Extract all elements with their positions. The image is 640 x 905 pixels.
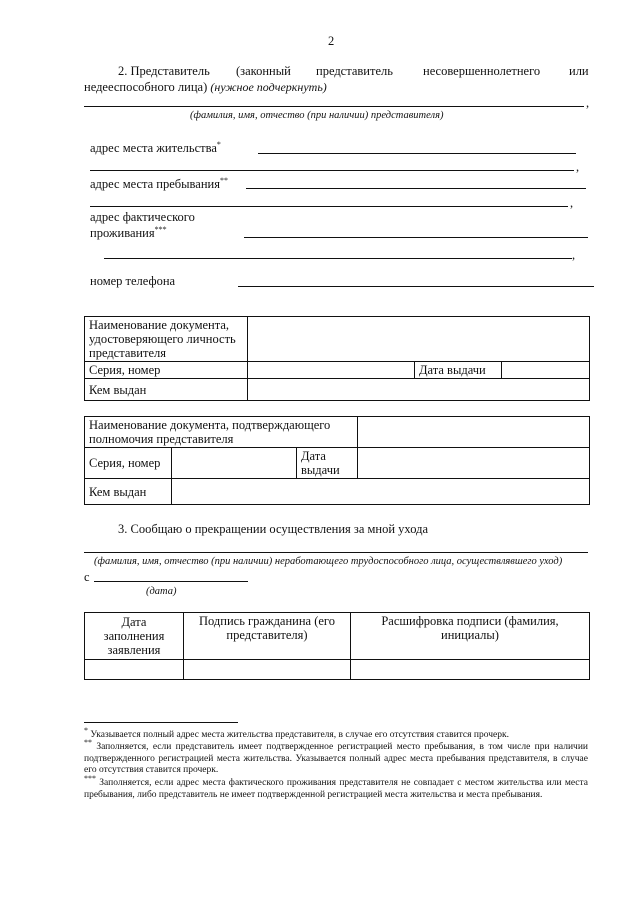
identity-doc-name-label: Наименование документа, удостоверяющего личность представителя	[85, 317, 248, 362]
address-stay-text: адрес места пребывания	[90, 177, 220, 191]
section2-word-1: 2. Представитель	[118, 64, 210, 78]
identity-issued-by-field[interactable]	[248, 379, 590, 401]
section3-title: 3. Сообщаю о прекращении осуществления за мной ухода	[118, 522, 428, 536]
signature-header: Подпись гражданина (его представителя)	[184, 613, 351, 660]
signature-table	[84, 612, 590, 680]
footnote-1-mark: *	[84, 725, 88, 735]
comma: ,	[570, 196, 574, 210]
authority-series-label: Серия, номер	[85, 448, 172, 479]
footnote-3-mark: ***	[84, 773, 96, 783]
footnote-2-mark: **	[84, 737, 92, 747]
date-caption: (дата)	[146, 586, 177, 597]
identity-issue-date-label: Дата выдачи	[415, 362, 502, 379]
section2-line2	[84, 80, 327, 95]
authority-issued-by-field[interactable]	[172, 479, 590, 505]
footnote-3-text: Заполняется, если адрес места фактического проживания представителя не совпадает с местом жительства или места пребывания, либо представитель не имеет подтвержденной регистрацией места жительства и места пребывания.	[84, 778, 588, 800]
section2-word-3: представитель	[316, 64, 393, 78]
page-number: 2	[328, 34, 335, 48]
comma: ,	[572, 248, 576, 262]
comma: ,	[586, 96, 590, 110]
address-stay-line-2[interactable]	[90, 206, 568, 207]
fill-date-field[interactable]	[85, 660, 184, 680]
authority-issue-date-label: Дата выдачи	[297, 448, 358, 479]
comma: ,	[576, 160, 580, 174]
address-actual-line[interactable]	[244, 237, 588, 238]
address-residence-label	[90, 141, 221, 156]
footnote-3	[84, 773, 588, 801]
footnote-1-text: Указывается полный адрес места жительства представителя, в случае его отсутствия ставится прочерк.	[90, 730, 509, 740]
footnote-separator	[84, 722, 238, 723]
address-actual-line-2[interactable]	[104, 258, 572, 259]
section2-word-5: или	[569, 64, 589, 78]
phone-label: номер телефона	[90, 274, 176, 288]
representative-fio-line[interactable]	[84, 106, 584, 107]
footnote-mark-3: ***	[154, 224, 167, 234]
footnote-mark-2: **	[219, 175, 228, 185]
footnote-2-text: Заполняется, если представитель имеет подтвержденное регистрацией место пребывания, в том числе при наличии подтвержденного регистрацией места жительства. Указывается полный адрес места пребывания представителя, в случае его отсутствия ставится прочерк.	[84, 742, 588, 775]
address-stay-line[interactable]	[246, 188, 586, 189]
address-residence-line[interactable]	[258, 153, 576, 154]
signature-field[interactable]	[184, 660, 351, 680]
identity-doc-name-field[interactable]	[248, 317, 590, 362]
footnote-2	[84, 737, 588, 777]
address-residence-text: адрес места жительства	[90, 141, 217, 155]
section2-underline-note: (нужное подчеркнуть)	[210, 80, 327, 94]
address-actual-text: проживания	[90, 226, 155, 240]
section2-word-2: (законный	[236, 64, 291, 78]
footnote-mark-1: *	[216, 139, 221, 149]
signature-decoding-header: Расшифровка подписи (фамилия, инициалы)	[351, 613, 590, 660]
address-actual-label-2	[90, 226, 167, 241]
caregiver-fio-line[interactable]	[84, 552, 588, 553]
since-label: с	[84, 570, 90, 584]
authority-document-table	[84, 416, 590, 505]
authority-issue-date-field[interactable]	[358, 448, 590, 479]
identity-series-label: Серия, номер	[85, 362, 248, 379]
fill-date-header: Дата заполнения заявления	[85, 613, 184, 660]
identity-issue-date-field[interactable]	[502, 362, 590, 379]
representative-fio-caption: (фамилия, имя, отчество (при наличии) представителя)	[190, 110, 444, 121]
address-stay-label	[90, 177, 228, 192]
address-actual-label-1: адрес фактического	[90, 210, 195, 224]
identity-document-table	[84, 316, 590, 401]
identity-issued-by-label: Кем выдан	[85, 379, 248, 401]
authority-issued-by-label: Кем выдан	[85, 479, 172, 505]
signature-decoding-field[interactable]	[351, 660, 590, 680]
section2-word-4: несовершеннолетнего	[423, 64, 541, 78]
phone-line[interactable]	[238, 286, 594, 287]
authority-series-field[interactable]	[172, 448, 297, 479]
authority-doc-name-label: Наименование документа, подтверждающего полномочия представителя	[85, 417, 358, 448]
caregiver-fio-caption: (фамилия, имя, отчество (при наличии) неработающего трудоспособного лица, осуществлявшего уход)	[94, 556, 563, 567]
date-line[interactable]	[94, 581, 248, 582]
address-residence-line-2[interactable]	[90, 170, 574, 171]
identity-series-field[interactable]	[248, 362, 415, 379]
footnote-1	[84, 725, 588, 742]
section2-line2-text: недееспособного лица)	[84, 80, 208, 94]
authority-doc-name-field[interactable]	[358, 417, 590, 448]
